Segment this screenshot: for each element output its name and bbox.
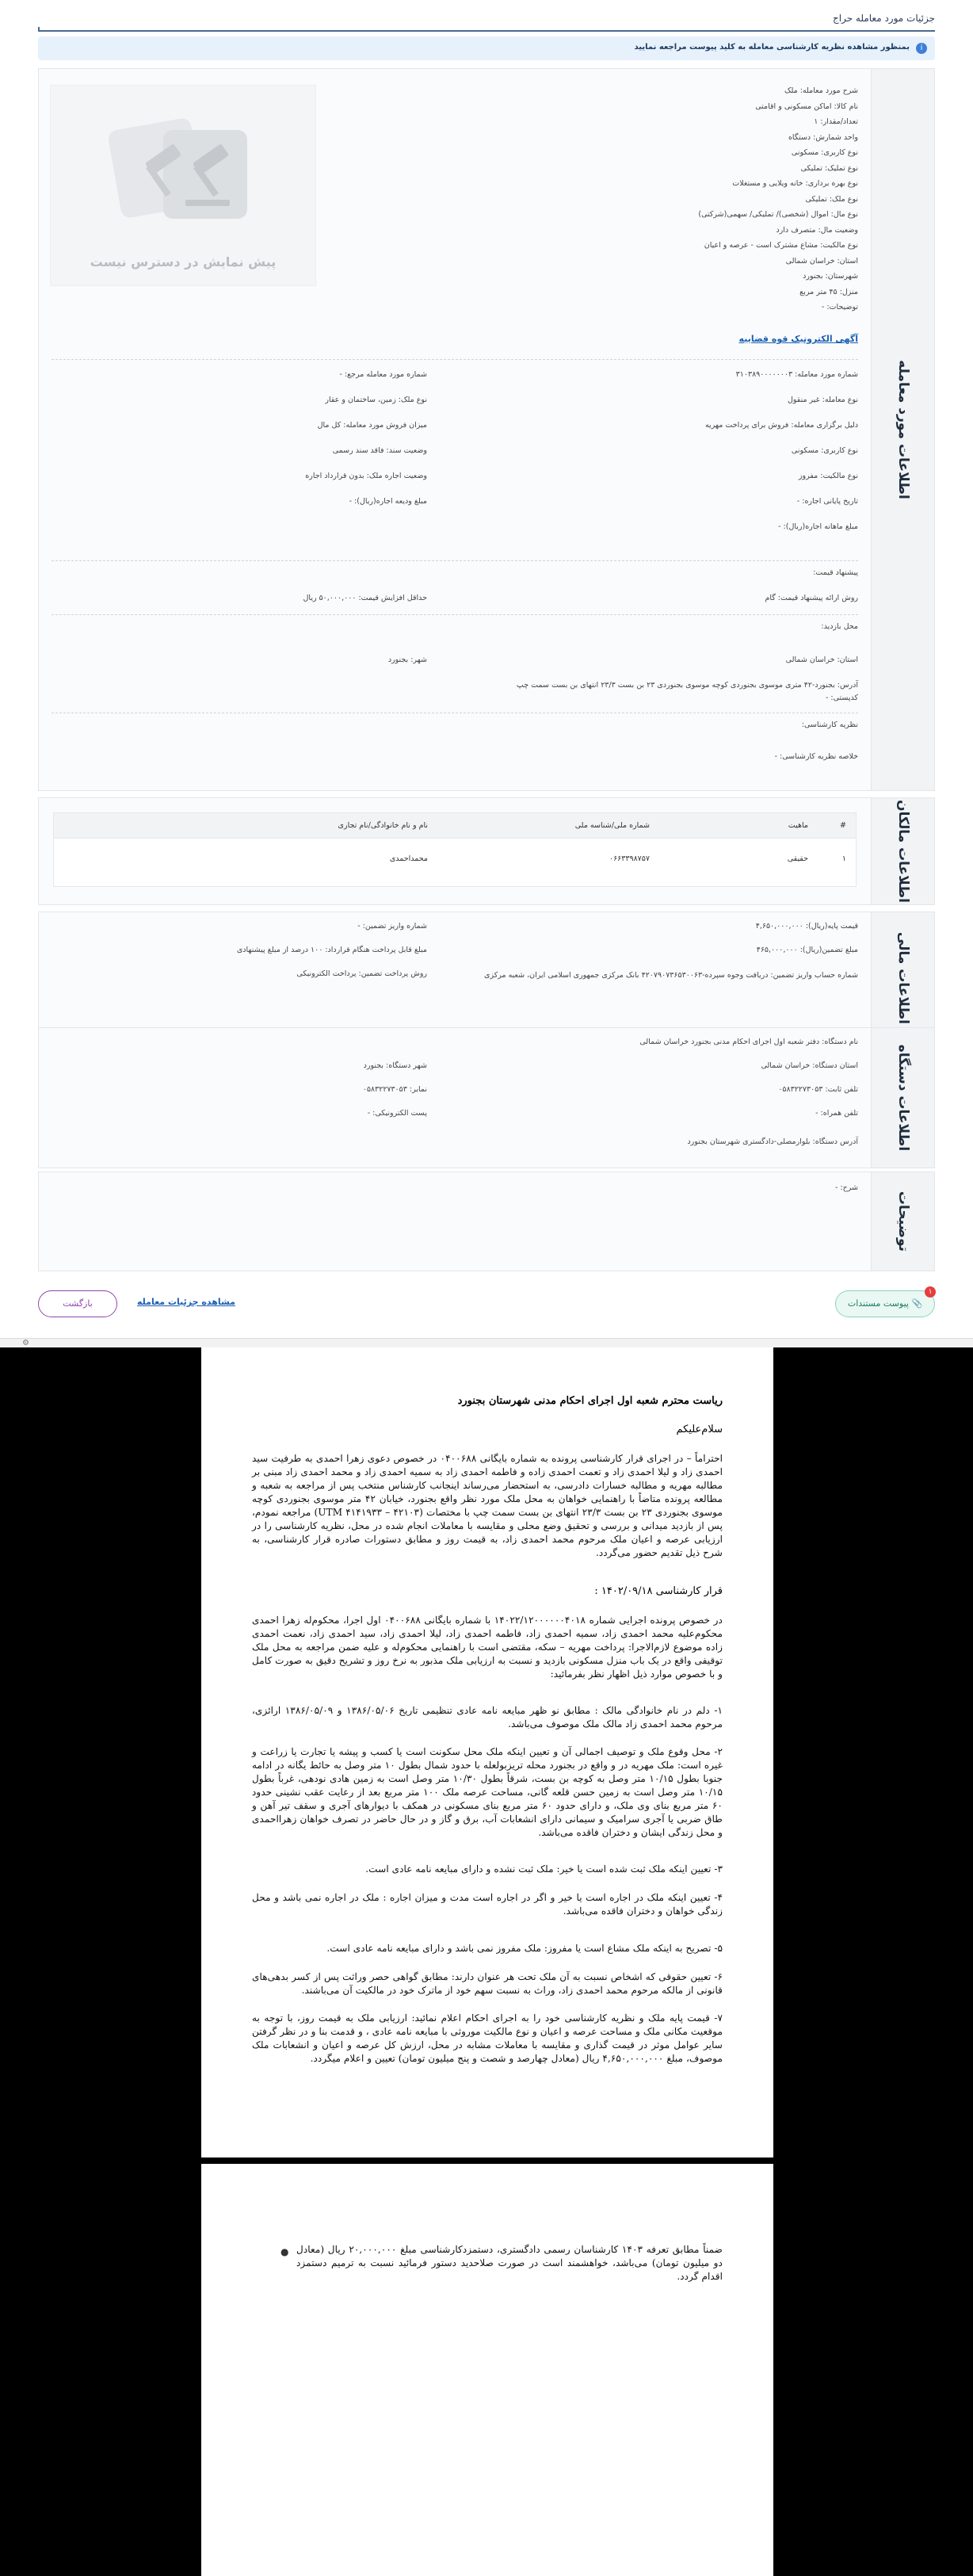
preview-caption: پیش نمایش در دسترس نیست <box>90 254 277 269</box>
document-item: ۶- تعیین حقوقی که اشخاص نسبت به آن ملک تحت هر عنوان دارند: مطابق گواهی حصر وراثت پس از کسر بدهی‌های قانونی از مالکه مرحوم محمد احمدی زاد، وراث به نسبت سهم خود از ماترک خود در مالکیت آن می‌باشند. <box>252 1971 723 1996</box>
deal-field: نام کالا: اماکن مسکونی و اقامتی <box>755 101 858 111</box>
deal-field: وضعیت مال: متصرف دارد <box>776 225 858 235</box>
expert-summary: خلاصه نظریه کارشناسی: - <box>774 752 858 761</box>
page-title: جزئیات مورد معامله حراج <box>833 13 935 24</box>
order-text: در خصوص پرونده اجرایی شماره ۱۴۰۲۲/۱۲۰۰۰۰۰۰۴۰۱۸ با شماره بایگانی ۰۴۰۰۶۸۸ اول اجرا، محکوم‌له زهرا احمدی محکوم‌علیه محمد احمدی زاد، سمیه احمدی زاد، فاطمه احمدی زاد، لیلا احمدی زاد، سید احمدی زاد، نعمت احمدی زاده موضوع لازم‌الاجرا: پرداخت مهریه – سکه، مقتضی است با راهنمایی محکوم‌له و علیه ضمن مراجعه به محل ملک توقیفی واقع در یک باب منزل مسکونی بازدید و نسبت به ارزیابی ملک مذبور به نرخ روز و تشریح دقیق به صورت کامل و با خصوص موارد ذیل اظهار نظر بفرمائید: <box>252 1615 723 1680</box>
section-owners <box>38 797 935 905</box>
document-item: ۳- تعیین اینکه ملک ثبت شده است یا خیر: ملک ثبت نشده و دارای مبایعه نامه عادی است. <box>365 1863 723 1875</box>
attachments-button[interactable] <box>835 1290 935 1317</box>
deal-grid-field: نوع معامله: غیر منقول <box>787 396 858 404</box>
deal-grid-field: مبلغ ماهانه اجاره(ریال): - <box>778 522 858 531</box>
paperclip-icon: 📎 <box>911 1298 923 1309</box>
bid-method: روش ارائه پیشنهاد قیمت: گام <box>765 594 858 602</box>
col-name: نام و نام خانوادگی/نام تجاری <box>338 821 428 830</box>
info-icon: i <box>916 43 927 54</box>
base-price: قیمت پایه(ریال): ۴,۶۵۰,۰۰۰,۰۰۰ <box>755 922 858 931</box>
deal-grid-field: مبلغ ودیعه اجاره(ریال): - <box>349 497 427 506</box>
expert-label: نظریه کارشناسی: <box>801 720 858 729</box>
deal-field: نوع مالکیت: مشاع مشترک است - عرصه و اعیان <box>704 241 858 250</box>
section-content <box>39 798 871 904</box>
document-page-2 <box>201 2164 773 2576</box>
document-intro: احتراماً – در اجرای قرار کارشناسی پرونده به شماره بایگانی ۰۴۰۰۶۸۸ در خصوص دعوی زهرا احمدی به طرفیت سید احمدی زاد و لیلا احمدی زاد و تعمت احمدی زاده و فاطمه احمدی زاد به سمیه احمدی زاد و محمد احمدی زاد مبنی بر مطالبه مهریه و مطالبه خسارات دادرسی، به استحضار می‌رساند اینجانب کارشناس منتخب پس از مراجعه به شعبه و مطالعه پرونده متاضاً با راهنمایی خواهان به محل ملک مورد نظر واقع بجنورد، خیابان ۴۲ متر موسوی بجنوردی کوچه موسوی بجنوردی ۲۳ بن بست ۲۳/۳ انتهای بن بست سمت چپ با مختصات (UTM ۴۱۴۱۹۳۳ – ۴۲۱۰۳) مراجعه نمودم، پس از بازدید میدانی و بررسی و تحقیق وضع محلی و مقایسه با معاملات انجام شده در محل، نظریه کارشناسی را در ارزیابی عرصه و اعیان ملک مرحوم محمد احمدی زاد، به قیمت روز و مطابق دستورات صادره قرار کارشناسی، به شرح ذیل تقدیم حضور می‌گردد. <box>252 1453 723 1558</box>
order-heading: قرار کارشناسی ۱۴۰۲/۰۹/۱۸ : <box>594 1585 723 1597</box>
section-label: توضیحات <box>871 1172 934 1271</box>
document-item: ۲- محل وقوع ملک و توصیف اجمالی آن و تعیین اینکه ملک محل سکونت است یا کسب و پیشه یا تجارت یا زراعت و غیره است: ملک مهریه در و واقع در بجنورد محله تریزبولعله با حدود شمال بطول ۱۰ متر وصل به حائط یگانه در ادامه جنوبا بطول ۱۰/۱۵ متر وصل به کوچه بن بست، شرقاً بطول ۱۰/۳۰ متر وصل است به زمین هادی نودهی، غرباً بطول ۱۰/۱۵ متر وصل است به زمین حسن قلعه گانی، مساحت عرصه ملک ۱۰۰ متر مربع بعد از رعایت عقب نشینی حدود ۶۰ متر مربع بنای وی ملک، و دارای حدود ۶۰ متر مربع بنای مسکونی در همکف با دیوارهای آجری و سقف تیر آهن و طاق ضربی یا آجری سرامیک و سیمانی دارای انشعابات آب، برق و گاز و در حال حاضر در تصرف خواهان زهرااحمدی و محل زندگی ایشان و دختران فاقده می‌باشد. <box>252 1746 723 1838</box>
office-province: استان دستگاه: خراسان شمالی <box>761 1061 858 1070</box>
document-item: ۱- دلم در نام خانوادگی مالک : مطابق نو ظهر مبایعه نامه عادی تنظیمی تاریخ ۱۳۸۶/۰۵/۰۶ و ۱۳۸۶/۰۵/۰۹ ارائزی، مرحوم محمد احمدی زاد مالک ملک موصوف می‌باشد. <box>252 1705 723 1729</box>
section-label: اطلاعات مالکان <box>871 798 934 904</box>
deal-field: شرح مورد معامله: ملک <box>784 86 858 95</box>
deal-field: شهرستان: بجنورد <box>803 272 858 281</box>
attachments-count-badge: ۱ <box>925 1286 936 1298</box>
owners-table <box>53 812 857 887</box>
document-title: ریاست محترم شعبه اول اجرای احکام مدنی شهرستان بجنورد <box>457 1395 723 1407</box>
deal-field: منزل: ۴۵ متر مربع <box>799 287 858 296</box>
deal-grid-field: نوع ملک: زمین، ساختمان و عقار <box>325 396 427 404</box>
deal-grid-field: نوع مالکیت: مفروز <box>798 472 858 480</box>
deal-field: نوع بهره برداری: خانه ویلایی و مستغلات <box>732 179 858 188</box>
deal-grid-field: وضعیت سند: فاقد سند رسمی <box>332 446 427 455</box>
row-national-id: ۰۶۶۳۳۹۸۷۵۷ <box>609 854 650 863</box>
col-type: ماهیت <box>788 821 808 830</box>
deal-field: نوع مال: اموال (شخصی)/ تملیکی/ سهمی(شرکتی) <box>698 210 858 219</box>
deal-grid-field: میزان فروش مورد معامله: کل مال <box>317 421 427 430</box>
bid-step: حداقل افزایش قیمت: ۵۰,۰۰۰,۰۰۰ ریال <box>303 594 427 602</box>
office-city: شهر دستگاه: بجنورد <box>363 1061 427 1070</box>
section-label: اطلاعات مالی <box>871 912 934 1044</box>
bullet-icon: ● <box>280 2246 289 2257</box>
document-footnote: ضمناً مطابق تعرفه ۱۴۰۳ کارشناسان رسمی دادگستری، دستمزدکارشناسی مبلغ ۲۰,۰۰۰,۰۰۰ ریال (معادل دو میلیون تومان) می‌باشد، خواهشمند است در صورت صلاحدید دستور فرمائید نسبت به ترمیم دستمزد اقدام گردد. <box>296 2244 723 2282</box>
location-label: محل بازدید: <box>821 622 858 631</box>
deal-field: نوع تملیک: تملیکی <box>800 163 858 173</box>
bid-label: پیشنهاد قیمت: <box>813 568 858 577</box>
office-address: آدرس دستگاه: بلوارمصلی-دادگستری شهرستان بجنورد <box>687 1137 858 1146</box>
guarantee-amount: مبلغ تضمین(ریال): ۴۶۵,۰۰۰,۰۰۰ <box>756 946 858 954</box>
notes-text: شرح: - <box>835 1183 858 1192</box>
deal-field: واحد شمارش: دستگاه <box>788 132 858 142</box>
info-banner-text: بمنظور مشاهده نظریه کارشناسی معامله به کلید پیوست مراجعه نمایید <box>634 43 910 52</box>
address-field: آدرس: بجنورد-۴۲ متری موسوی بجنوردی کوچه موسوی بجنوردی ۲۳ بن بست ۲۳/۳ انتهای بن بست سمت چپ <box>516 681 858 690</box>
section-content <box>39 69 871 790</box>
deal-grid-field: نوع کاربری: مسکونی <box>791 446 858 455</box>
table-header <box>54 813 856 839</box>
info-banner <box>38 36 935 60</box>
guarantee-payment-method: روش پرداخت تضمین: پرداخت الکترونیکی <box>296 969 427 978</box>
deal-field: استان: خراسان شمالی <box>785 256 858 266</box>
row-type: حقیقی <box>787 854 808 863</box>
row-index: ۱ <box>841 854 846 863</box>
col-national-id: شماره ملی/شناسه ملی <box>574 821 650 830</box>
section-content <box>39 912 871 1044</box>
deal-grid-field: وضعیت اجاره ملک: بدون قرارداد اجاره <box>305 472 427 480</box>
province-field: استان: خراسان شمالی <box>785 655 858 664</box>
attachments-button-label: پیوست مستندات <box>847 1298 909 1309</box>
deal-grid-field: شماره مورد معامله: ۳۱۰۳۸۹۰۰۰۰۰۰۰۳ <box>735 370 858 379</box>
office-fax: نمابر: ۰۵۸۳۲۲۷۳۰۵۳ <box>362 1085 427 1094</box>
section-deal-info <box>38 68 935 791</box>
deal-details-link[interactable]: مشاهده جزئیات معامله <box>137 1297 235 1307</box>
document-item: ۷- قیمت پایه ملک و نظریه کارشناسی خود را به اجرای احکام اعلام نمائید: ارزیابی ملک به قیمت روز، با توجه به موقعیت مکانی ملک و مساحت عرصه و اعیان و نوع مالکیت موروثی با مبایعه نامه عادی ، و قدمت بنا و در نظر گرفتن سایر عوامل موثر در قیمت گذاری و مقایسه با معاملات مشابه در محل، ارزش کل عرصه و اعیان و انشعابات ملک موصوف، مبلغ ۴,۶۵۰,۰۰۰,۰۰۰ ریال (معادل چهارصد و شصت و پنج میلیون تومان) تعیین و اعلام میگردد. <box>252 2012 723 2064</box>
document-item: ۴- تعیین اینکه ملک در اجاره است یا خیر و اگر در اجاره است مدت و میزان اجاره : ملک در اجاره نمی باشد و محل زندگی خواهان و دختران فاقده می‌باشد. <box>252 1892 723 1917</box>
section-office <box>38 1027 935 1168</box>
section-label: اطلاعات دستگاه <box>871 1028 934 1168</box>
viewer-toolbar <box>0 1338 973 1347</box>
payable-on-contract: مبلغ قابل پرداخت هنگام قرارداد: ۱۰۰ درصد از مبلغ پیشنهادی <box>236 946 427 954</box>
col-index: # <box>840 821 846 830</box>
notice-link[interactable]: آگهی الکترونیک قوه قضاییه <box>738 334 858 344</box>
guarantee-deposit-number: شماره واریز تضمین: - <box>357 922 427 931</box>
section-notes <box>38 1171 935 1271</box>
deal-grid-field: دلیل برگزاری معامله: فروش برای پرداخت مهریه <box>704 421 858 430</box>
divider <box>52 560 858 561</box>
image-preview <box>50 85 316 286</box>
document-item: ۵- تصریح به اینکه ملک مشاع است یا مفروز: ملک مفروز نمی باشد و دارای مبایعه نامه عادی است. <box>326 1943 723 1954</box>
row-name: محمداحمدی <box>389 854 428 863</box>
document-page-1 <box>201 1347 773 2157</box>
deal-field: تعداد/مقدار: ۱ <box>814 117 858 126</box>
header-corner <box>38 27 48 32</box>
city-field: شهر: بجنورد <box>387 655 427 664</box>
section-content <box>39 1028 871 1168</box>
settings-icon[interactable]: ⚙ <box>22 1339 29 1347</box>
divider <box>52 614 858 615</box>
deal-field: توضیحات: - <box>821 303 858 311</box>
divider <box>52 359 858 360</box>
section-financial <box>38 912 935 1045</box>
gavel-image-icon <box>98 113 265 231</box>
deal-field: نوع ملک: تملیکی <box>805 194 858 204</box>
section-label: اطلاعات مورد معامله <box>871 69 934 790</box>
deal-grid-field: تاریخ پایانی اجاره: - <box>796 497 858 506</box>
office-phone: تلفن ثابت: ۰۵۸۳۲۲۷۳۰۵۳ <box>778 1085 858 1094</box>
document-greeting: سلام‌علیکم <box>676 1424 723 1435</box>
page-header <box>38 10 935 32</box>
section-content <box>39 1172 871 1271</box>
office-email: پست الکترونیکی: - <box>367 1109 427 1118</box>
office-mobile: تلفن همراه: - <box>815 1109 858 1118</box>
deal-grid-field: شماره مورد معامله مرجع: - <box>339 370 427 379</box>
deal-field: نوع کاربری: مسکونی <box>791 148 858 157</box>
postal-field: کدپستی: - <box>825 694 858 702</box>
office-name: نام دستگاه: دفتر شعبه اول اجرای احکام مدنی بجنورد خراسان شمالی <box>639 1038 858 1046</box>
guarantee-account: شماره حساب واریز تضمین: دریافت وجوه سپرده-۴۲۰۷۹۰۷۳۶۵۳۰۰۶۳ بانک مرکزی جمهوری اسلامی ایران، شعبه مرکزی <box>484 971 858 980</box>
back-button[interactable]: بازگشت <box>38 1290 117 1317</box>
